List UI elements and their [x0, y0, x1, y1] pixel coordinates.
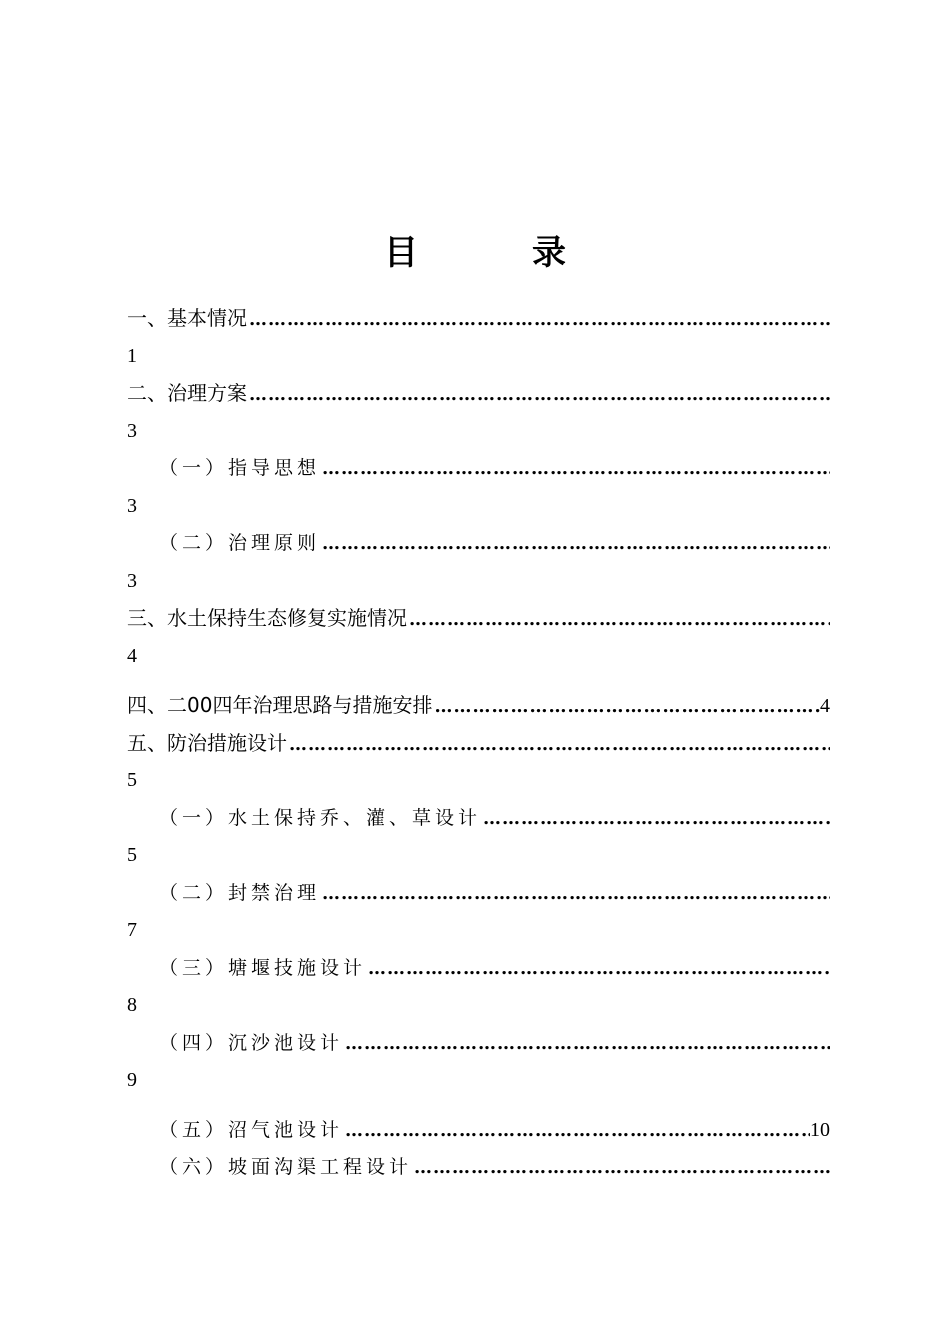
toc-page-number: 3	[127, 569, 137, 592]
toc-entry-sediment-basin-design[interactable]	[127, 1025, 830, 1063]
leader-dots	[434, 688, 820, 725]
table-of-contents	[127, 300, 830, 1187]
toc-page-number: 3	[127, 494, 137, 517]
toc-entry-pond-weir-design[interactable]	[127, 950, 830, 988]
toc-entry-label: （二）治理原则	[159, 532, 321, 554]
toc-page-number: 9	[127, 1069, 137, 1091]
toc-title: 目 录	[384, 233, 606, 273]
toc-entry-ecological-restoration[interactable]	[127, 600, 830, 638]
toc-entry-slope-ditch-design[interactable]	[127, 1149, 830, 1187]
toc-entry-label: 三、水土保持生态修复实施情况	[127, 606, 407, 630]
toc-entry-label: （一）水土保持乔、灌、草设计	[159, 806, 482, 829]
toc-entry-label: （一）指导思想	[159, 457, 321, 479]
toc-entry-enclosure-treatment[interactable]	[127, 875, 830, 913]
toc-page-number: 10	[810, 1118, 830, 1141]
toc-entry-label: （三）塘堰技施设计	[159, 956, 367, 979]
leader-dots	[249, 376, 830, 413]
leader-dots	[345, 1025, 830, 1063]
toc-page-number: 8	[127, 994, 137, 1016]
leader-dots	[322, 450, 830, 488]
toc-page-number: 7	[127, 919, 137, 941]
leader-dots	[368, 950, 830, 988]
leader-dots	[483, 800, 830, 838]
toc-page-number: 4	[820, 695, 830, 717]
toc-entry-biogas-design[interactable]	[127, 1112, 830, 1150]
toc-entry-label: （六）坡面沟渠工程设计	[159, 1156, 413, 1178]
toc-page-number: 3	[127, 419, 137, 442]
leader-dots	[414, 1149, 830, 1187]
toc-entry-treatment-plan[interactable]	[127, 375, 830, 413]
leader-dots	[249, 301, 830, 338]
toc-page-number: 4	[127, 644, 137, 667]
leader-dots	[322, 525, 830, 563]
leader-dots	[409, 601, 830, 638]
toc-page-number: 1	[127, 344, 137, 367]
toc-entry-prevention-design[interactable]	[127, 725, 830, 763]
toc-entry-vegetation-design[interactable]	[127, 800, 830, 838]
leader-dots	[322, 875, 830, 913]
toc-entry-label: 二、治理方案	[127, 381, 247, 405]
toc-entry-treatment-principles[interactable]	[127, 525, 830, 563]
toc-entry-basic-situation[interactable]	[127, 300, 830, 338]
leader-dots	[289, 726, 830, 763]
leader-dots	[345, 1112, 810, 1150]
toc-entry-2004-plan[interactable]	[127, 687, 830, 725]
toc-entry-label: 五、防治措施设计	[127, 730, 287, 755]
toc-entry-label: （五）沼气池设计	[159, 1118, 344, 1141]
toc-entry-label: （四）沉沙池设计	[159, 1031, 344, 1054]
toc-entry-guiding-ideology[interactable]	[127, 450, 830, 488]
toc-entry-label: （二）封禁治理	[159, 881, 321, 904]
toc-entry-label: 四、二00四年治理思路与措施安排	[127, 693, 433, 717]
toc-page-number: 5	[127, 844, 137, 866]
toc-page-number: 5	[127, 769, 137, 791]
toc-entry-label: 一、基本情况	[127, 306, 247, 330]
